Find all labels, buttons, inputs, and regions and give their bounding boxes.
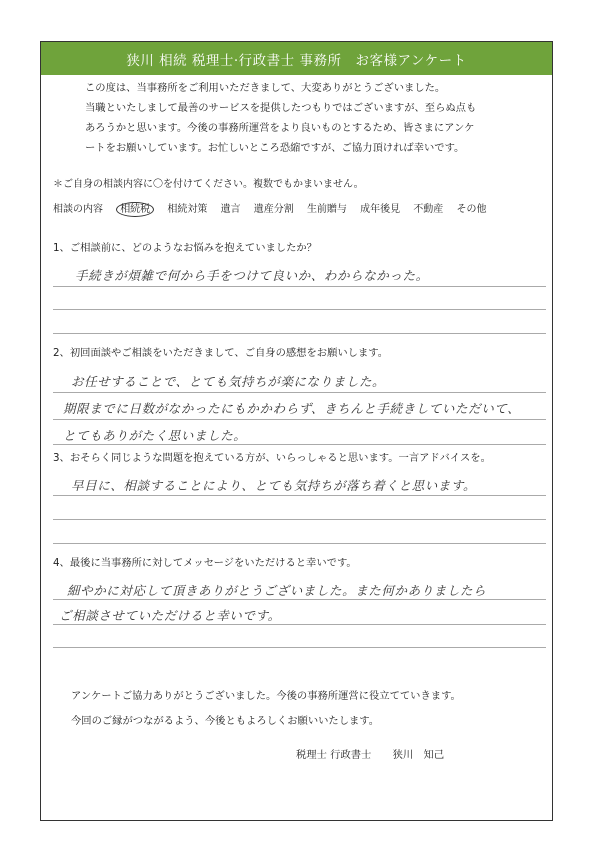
answer-rule bbox=[53, 599, 546, 600]
intro-line: この度は、当事務所をご利用いただきまして、大変ありがとうございました。 bbox=[85, 82, 446, 94]
answer-rule bbox=[53, 624, 546, 625]
category-option[interactable]: 成年後見 bbox=[360, 204, 401, 215]
question-4: 4、最後に当事務所に対してメッセージをいただけると幸いです。 bbox=[53, 557, 357, 569]
answer-rule bbox=[53, 495, 546, 496]
answer-rule bbox=[53, 419, 546, 420]
signature-title: 税理士 行政書士 bbox=[296, 749, 372, 761]
category-option[interactable]: その他 bbox=[456, 204, 487, 215]
category-option[interactable]: 遺言 bbox=[220, 204, 241, 215]
answer-1-line: 手続きが煩雑で何から手をつけて良いか、わからなかった。 bbox=[75, 268, 429, 283]
signature-name: 狭川 知己 bbox=[392, 749, 445, 761]
category-instruction: ＊ご自身の相談内容に〇を付けてください。複数でもかまいません。 bbox=[53, 179, 364, 190]
answer-3-line: 早目に、相談することにより、とても気持ちが落ち着くと思います。 bbox=[71, 478, 477, 493]
answer-rule bbox=[53, 392, 546, 393]
category-option[interactable]: 相続対策 bbox=[167, 204, 208, 215]
answer-4-line: ご相談させていただけると幸いです。 bbox=[59, 608, 281, 623]
intro-line: ートをお願いしています。お忙しいところ恐縮ですが、ご協力頂ければ幸いです。 bbox=[85, 142, 465, 154]
answer-rule bbox=[53, 286, 546, 287]
survey-sheet bbox=[40, 41, 553, 821]
category-option-selected[interactable]: 相続税 bbox=[116, 202, 154, 217]
category-option[interactable]: 不動産 bbox=[413, 204, 444, 215]
answer-2-line: お任せすることで、とても気持ちが楽になりました。 bbox=[71, 374, 386, 389]
closing-line: 今回のご縁がつながるよう、今後ともよろしくお願いいたします。 bbox=[71, 715, 380, 727]
answer-2-line: 期限までに日数がなかったにもかかわらず、きちんと手続きしていただいて、 bbox=[63, 401, 521, 416]
answer-rule bbox=[53, 519, 546, 520]
question-3: 3、おそらく同じような問題を抱えている方が、いらっしゃると思います。一言アドバイスを。 bbox=[53, 452, 491, 464]
answer-2-line: とてもありがたく思いました。 bbox=[63, 428, 247, 443]
question-1: 1、ご相談前に、どのようなお悩みを抱えていましたか？ bbox=[53, 242, 317, 254]
category-option[interactable]: 遺産分割 bbox=[253, 204, 294, 215]
category-label: 相談の内容 bbox=[53, 204, 103, 215]
answer-rule bbox=[53, 647, 546, 648]
intro-line: あろうかと思います。今後の事務所運営をより良いものとするため、皆さまにアンケ bbox=[85, 122, 475, 134]
question-2: 2、初回面談やご相談をいただきまして、ご自身の感想をお願いします。 bbox=[53, 347, 389, 359]
answer-rule bbox=[53, 444, 546, 445]
intro-line: 当職といたしまして最善のサービスを提供したつもりではございますが、至らぬ点も bbox=[85, 102, 477, 114]
signature bbox=[296, 746, 462, 761]
category-row bbox=[53, 200, 497, 215]
answer-rule bbox=[53, 543, 546, 544]
closing-line: アンケートご協力ありがとうございました。今後の事務所運営に役立てていきます。 bbox=[71, 690, 461, 702]
answer-4-line: 細やかに対応して頂きありがとうございました。また何かありましたら bbox=[67, 583, 487, 598]
answer-rule bbox=[53, 333, 546, 334]
intro-text bbox=[85, 78, 476, 158]
answer-rule bbox=[53, 309, 546, 310]
survey-header: 狭川 相続 税理士·行政書士 事務所 お客様アンケート bbox=[41, 42, 552, 75]
category-option[interactable]: 生前贈与 bbox=[306, 204, 347, 215]
